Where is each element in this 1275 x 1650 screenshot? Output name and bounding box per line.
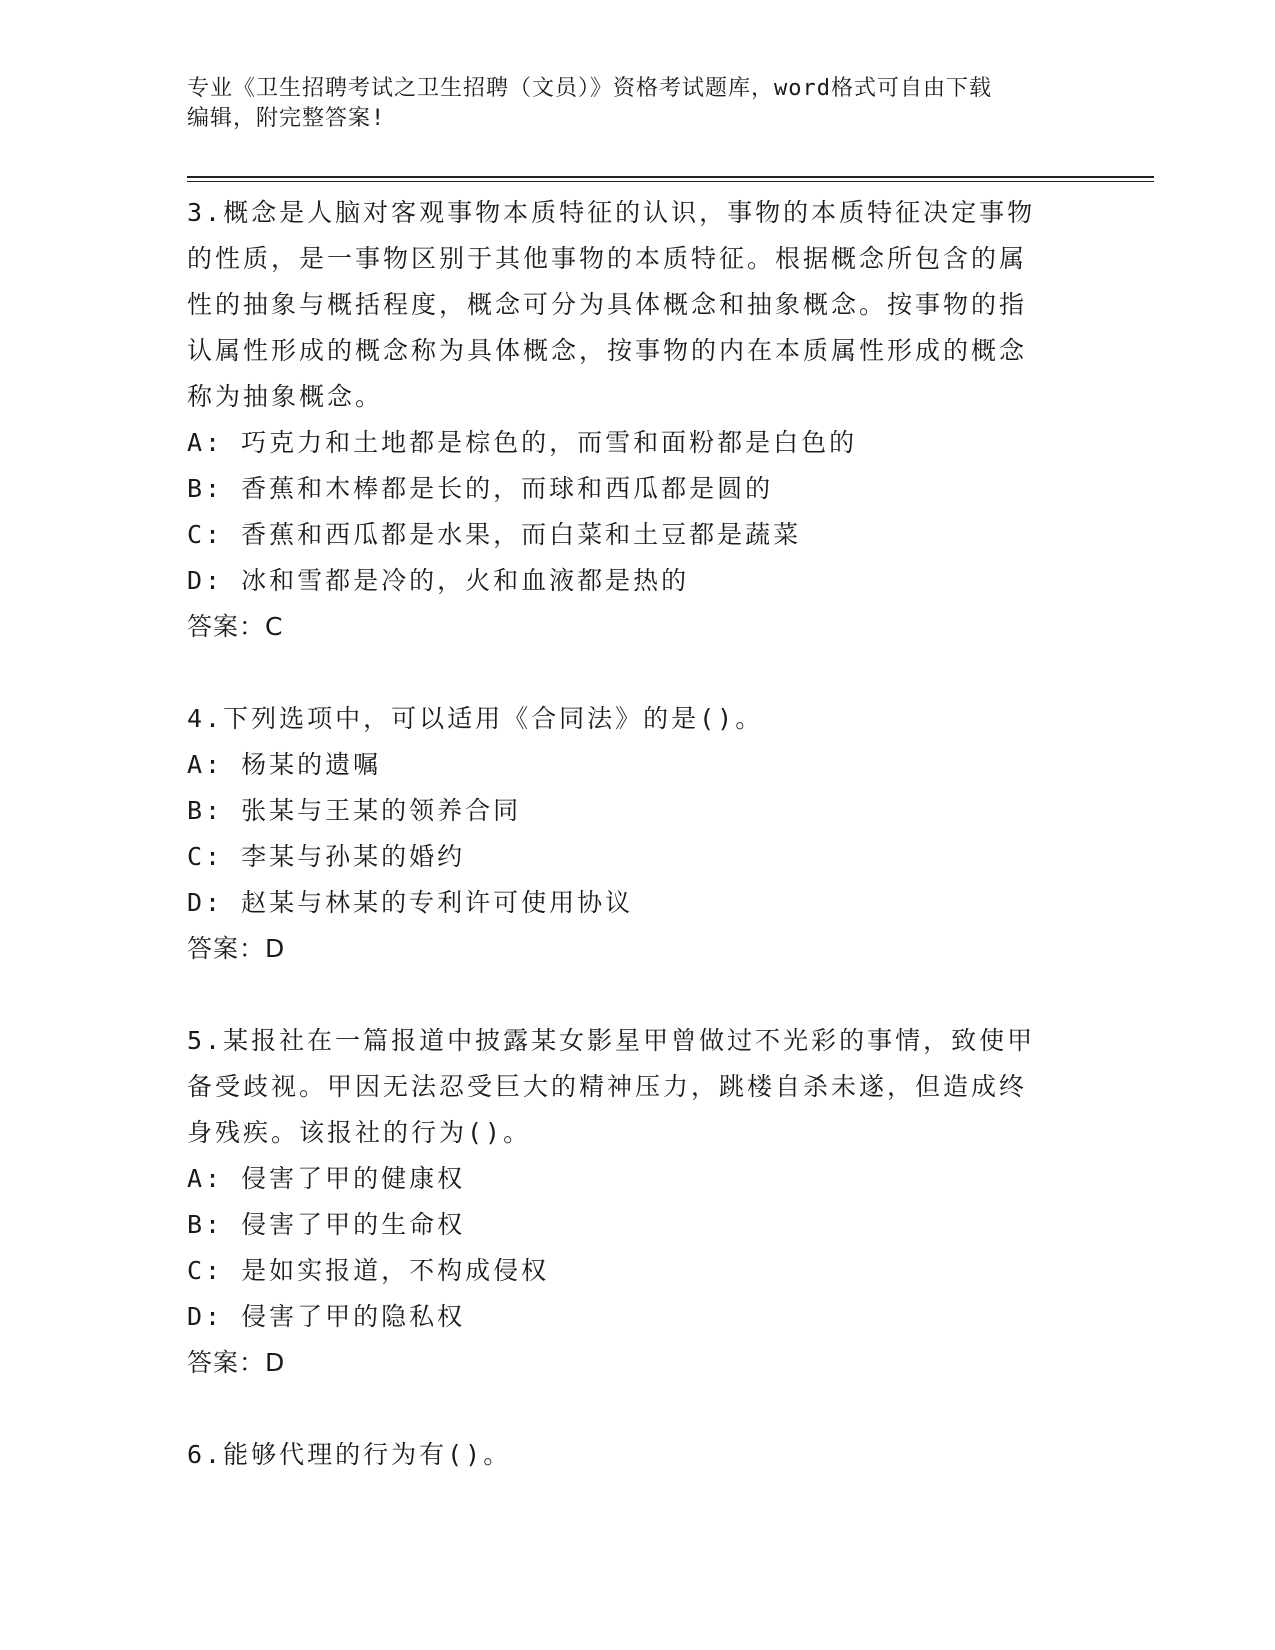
option-d: D: 赵某与林某的专利许可使用协议: [187, 888, 634, 917]
option-a: A: 侵害了甲的健康权: [187, 1164, 466, 1193]
option-b: B: 香蕉和木棒都是长的，而球和西瓜都是圆的: [187, 474, 774, 503]
question-stem-line: 6.能够代理的行为有()。: [187, 1440, 512, 1469]
question-4: [187, 696, 1067, 972]
header-rule-thin: [187, 181, 1154, 182]
question-3: [187, 190, 1067, 650]
question-spacer: [187, 650, 1067, 696]
document-header: [187, 74, 1087, 134]
question-spacer: [187, 972, 1067, 1018]
header-line-1: 专业《卫生招聘考试之卫生招聘（文员）》资格考试题库，word格式可自由下载: [187, 76, 992, 101]
answer-line: 答案：C: [187, 612, 284, 641]
option-b: B: 侵害了甲的生命权: [187, 1210, 466, 1239]
question-stem-line: 备受歧视。甲因无法忍受巨大的精神压力，跳楼自杀未遂，但造成终: [187, 1072, 1028, 1101]
option-d: D: 侵害了甲的隐私权: [187, 1302, 466, 1331]
question-stem-line: 3.概念是人脑对客观事物本质特征的认识，事物的本质特征决定事物: [187, 198, 1036, 227]
header-line-2: 编辑，附完整答案!: [187, 106, 386, 131]
option-a: A: 巧克力和土地都是棕色的，而雪和面粉都是白色的: [187, 428, 858, 457]
question-stem-line: 称为抽象概念。: [187, 382, 384, 411]
question-spacer: [187, 1386, 1067, 1432]
option-a: A: 杨某的遗嘱: [187, 750, 382, 779]
option-c: C: 是如实报道，不构成侵权: [187, 1256, 550, 1285]
option-b: B: 张某与王某的领养合同: [187, 796, 522, 825]
answer-line: 答案：D: [187, 934, 286, 963]
question-stem-line: 4.下列选项中，可以适用《合同法》的是()。: [187, 704, 764, 733]
question-list: [187, 190, 1067, 1478]
option-c: C: 李某与孙某的婚约: [187, 842, 466, 871]
question-stem-line: 身残疾。该报社的行为()。: [187, 1118, 532, 1147]
question-6: [187, 1432, 1067, 1478]
question-stem-line: 认属性形成的概念称为具体概念，按事物的内在本质属性形成的概念: [187, 336, 1028, 365]
answer-line: 答案：D: [187, 1348, 286, 1377]
header-rule-thick: [187, 176, 1154, 178]
option-c: C: 香蕉和西瓜都是水果，而白菜和土豆都是蔬菜: [187, 520, 802, 549]
question-stem-line: 5.某报社在一篇报道中披露某女影星甲曾做过不光彩的事情，致使甲: [187, 1026, 1036, 1055]
question-5: [187, 1018, 1067, 1386]
option-d: D: 冰和雪都是冷的，火和血液都是热的: [187, 566, 690, 595]
question-stem-line: 性的抽象与概括程度，概念可分为具体概念和抽象概念。按事物的指: [187, 290, 1028, 319]
question-stem-line: 的性质，是一事物区别于其他事物的本质特征。根据概念所包含的属: [187, 244, 1028, 273]
